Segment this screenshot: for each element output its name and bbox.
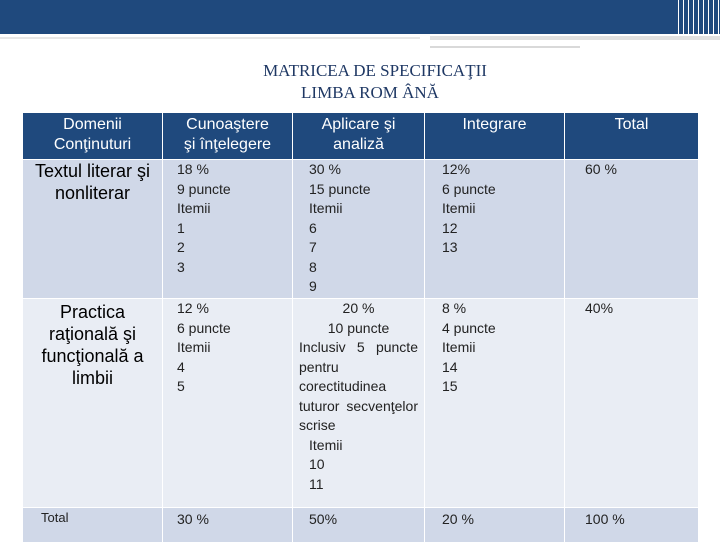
header-integrare: Integrare <box>425 113 565 160</box>
domain-cell: Textul literar şi nonliterar <box>23 160 163 299</box>
banner-stripes <box>674 0 720 34</box>
total-aplicare: 50% <box>293 508 425 543</box>
cunoastere-cell: 18 % 9 puncte Itemii 1 2 3 <box>163 160 293 299</box>
aplicare-cell: 30 % 15 puncte Itemii 6 7 8 9 <box>293 160 425 299</box>
integrare-cell: 12% 6 puncte Itemii 12 13 <box>425 160 565 299</box>
total-cunoastere: 30 % <box>163 508 293 543</box>
table-row <box>23 299 699 508</box>
header-aplicare: Aplicare şi analiză <box>293 113 425 160</box>
title-line-1: MATRICEA DE SPECIFICAŢII <box>263 61 487 80</box>
decorative-line <box>430 36 720 40</box>
decorative-line <box>430 46 580 48</box>
table-total-row <box>23 508 699 543</box>
top-banner <box>0 0 720 34</box>
total-cell: 40% <box>565 299 699 508</box>
header-cunoastere: Cunoaştere şi înţelegere <box>163 113 293 160</box>
page-title <box>0 60 720 104</box>
integrare-cell: 8 % 4 puncte Itemii 14 15 <box>425 299 565 508</box>
decorative-line <box>0 37 420 39</box>
total-cell: 60 % <box>565 160 699 299</box>
cunoastere-cell: 12 % 6 puncte Itemii 4 5 <box>163 299 293 508</box>
table-header-row <box>23 113 699 160</box>
aplicare-cell: 20 % 10 puncte Inclusiv 5 puncte pentru corectitudinea tuturor secvenţelor scrise Itemii 10 11 <box>293 299 425 508</box>
domain-cell: Practica raţională şi funcţională a limbii <box>23 299 163 508</box>
specification-matrix-table <box>22 112 699 543</box>
header-domenii: Domenii Conţinuturi <box>23 113 163 160</box>
header-total: Total <box>565 113 699 160</box>
total-total: 100 % <box>565 508 699 543</box>
table-row <box>23 160 699 299</box>
total-label: Total <box>23 508 163 543</box>
title-line-2: LIMBA ROM ÂNĂ <box>301 83 439 102</box>
total-integrare: 20 % <box>425 508 565 543</box>
